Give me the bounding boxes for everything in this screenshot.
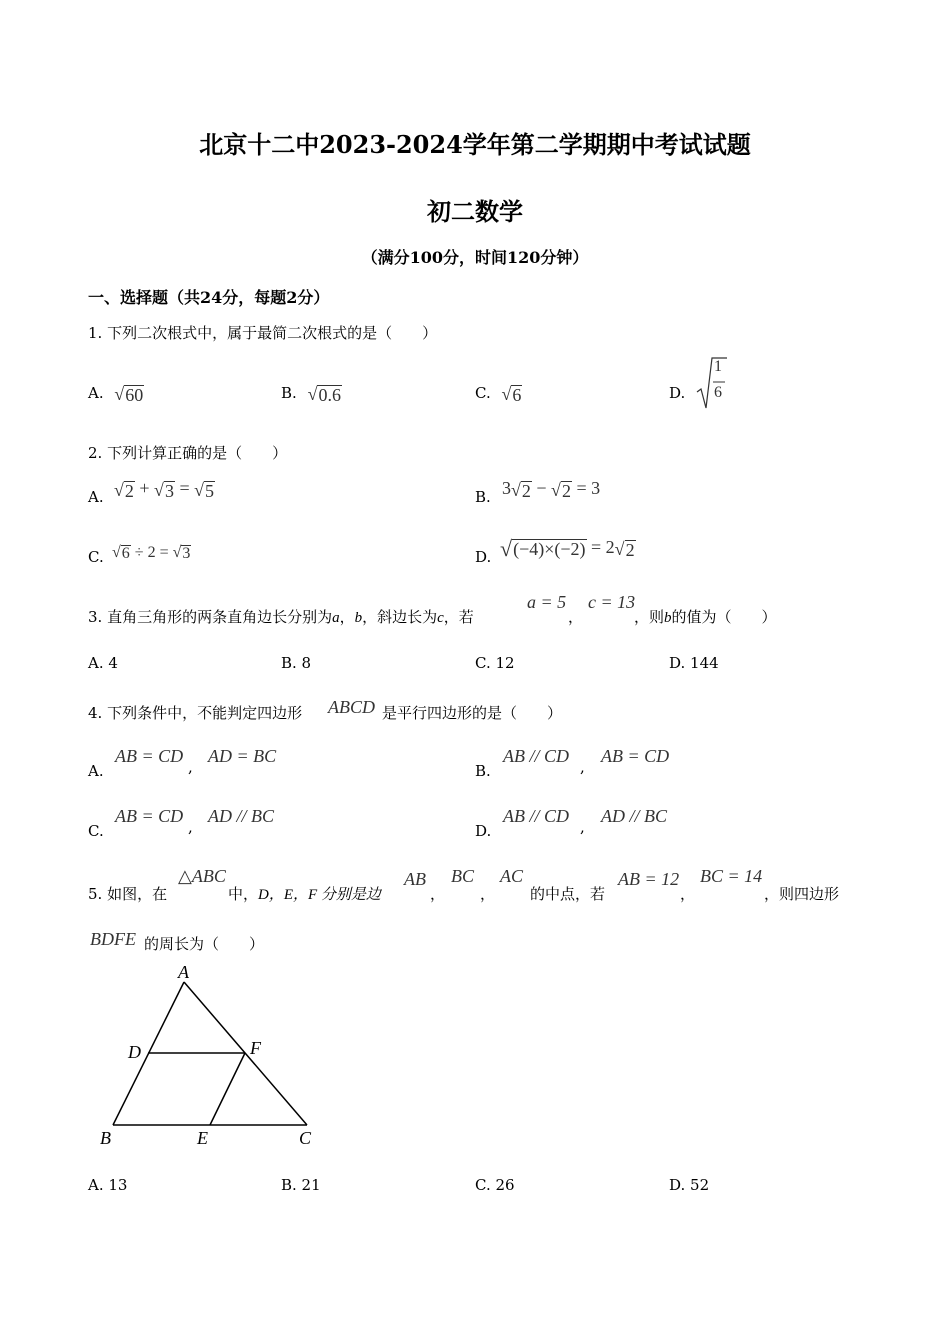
radical: √3 [154, 480, 174, 501]
radical: √5 [194, 480, 214, 501]
q4-stem-start: 4. 下列条件中，不能判定四边形 [88, 704, 303, 722]
q4-option-c-label: C. [88, 822, 104, 840]
q3-option-c: C. 12 [475, 654, 515, 672]
vertex-label-b: B [100, 1128, 111, 1148]
sqrt-icon [696, 356, 728, 410]
q4-d-math-2: AD // BC [601, 806, 667, 826]
sqrt-icon: √ [114, 384, 125, 405]
q4-option-b-label: B. [475, 762, 491, 780]
radicand: 6 [512, 384, 522, 405]
q5-math-ab: AB [404, 869, 426, 889]
q2-a-expression: √2 + √3 = √5 [114, 478, 214, 501]
q1-d-radical [696, 356, 728, 410]
q4-d-separator: , [580, 818, 585, 836]
vertex-label-d: D [128, 1042, 141, 1062]
q3-stem: 3. 直角三角形的两条直角边长分别为a，b，斜边长为c，若 [88, 608, 474, 626]
q5-math-bc14: BC = 14 [700, 866, 763, 886]
fraction-numerator: 1 [714, 358, 723, 375]
sqrt-icon: √ [112, 544, 121, 562]
q3-stem-end: ，则b的值为（ ） [634, 608, 777, 626]
q1-stem: 1. 下列二次根式中，属于最简二次根式的是（ ） [88, 324, 438, 342]
sqrt-icon: √ [501, 384, 512, 405]
q1-c-radical [502, 383, 523, 405]
triangle-figure [90, 960, 330, 1155]
sqrt-icon: √ [307, 384, 318, 405]
q3-separator: ， [568, 608, 584, 626]
q1-a-radical [114, 383, 144, 405]
q1-option-a [88, 383, 144, 405]
radical: √2 [511, 480, 531, 501]
q5-stem-start: 5. 如图，在 [88, 885, 168, 903]
option-label: A. [88, 384, 104, 403]
q2-b-expression: 3√2 − √2 = 3 [502, 478, 601, 501]
sqrt-icon: √ [154, 480, 164, 501]
q5-stem-3: 的中点，若 [530, 885, 606, 903]
q2-option-d [475, 548, 491, 566]
q3-option-a: A. 4 [88, 654, 118, 672]
sqrt-icon: √ [500, 536, 513, 561]
q4-option-d-label: D. [475, 822, 492, 840]
radical: √2 [551, 480, 571, 501]
q5-stem-4: ，则四边形 [764, 885, 840, 903]
q1-option-d [669, 356, 728, 410]
q4-b-math-2: AB = CD [601, 746, 670, 766]
exam-info: （满分100分，时间120分钟） [361, 248, 589, 267]
q1-option-c [475, 383, 522, 405]
option-label: B. [281, 384, 297, 403]
q2-stem: 2. 下列计算正确的是（ ） [88, 444, 288, 462]
q5-math-triangle: △ABC [178, 866, 226, 886]
vertex-label-c: C [299, 1128, 312, 1148]
section-heading: 一、选择题（共24分，每题2分） [88, 288, 330, 307]
q4-c-math-1: AB = CD [115, 806, 184, 826]
q2-option-c [88, 548, 104, 566]
radical: √3 [172, 544, 191, 562]
sqrt-icon: √ [614, 539, 625, 560]
q4-a-math-2: AD = BC [208, 746, 277, 766]
q5-math-bdfe: BDFE [90, 929, 136, 949]
radicand: 60 [125, 384, 144, 405]
option-label: D. [669, 384, 686, 402]
q4-option-a-label: A. [88, 762, 104, 780]
option-label: C. [475, 384, 491, 403]
radicand: 0.6 [318, 384, 341, 405]
q3-option-b: B. 8 [281, 654, 312, 672]
q4-stem-end: 是平行四边形的是（ ） [382, 704, 563, 722]
q4-a-math-1: AB = CD [115, 746, 184, 766]
option-label: C. [88, 548, 104, 566]
sqrt-icon: √ [551, 480, 561, 501]
q2-option-a [88, 488, 104, 506]
radical: √2 [614, 539, 635, 560]
q2-d-expression: √(−4)×(−2) = 2√2 [500, 536, 635, 561]
q4-a-separator: , [188, 758, 193, 776]
q5-sep-2: ， [480, 885, 496, 903]
q3-option-d: D. 144 [669, 654, 719, 672]
q5-option-c: C. 26 [475, 1176, 515, 1194]
q2-c-expression: √6 ÷ 2 = √3 [112, 544, 191, 562]
sqrt-icon: √ [114, 480, 124, 501]
q5-math-ab12: AB = 12 [618, 869, 680, 889]
radical: √6 [112, 544, 130, 562]
exam-subject: 初二数学 [427, 197, 523, 226]
vertex-label-f: F [250, 1038, 261, 1058]
q4-d-math-1: AB // CD [503, 806, 569, 826]
sqrt-icon: √ [194, 480, 204, 501]
radical: √(−4)×(−2) [500, 536, 586, 561]
segment-fe [210, 1053, 245, 1125]
q5-sep-1: ， [430, 885, 446, 903]
q4-math-abcd: ABCD [328, 697, 375, 717]
exam-title: 北京十二中2023-2024学年第二学期期中考试试题 [199, 130, 751, 159]
option-label: D. [475, 548, 492, 566]
vertex-label-a: A [178, 962, 189, 982]
option-label: A. [88, 488, 104, 506]
q1-option-b [281, 383, 342, 405]
q5-option-a: A. 13 [88, 1176, 128, 1194]
q5-math-ac: AC [500, 866, 524, 886]
q5-option-d: D. 52 [669, 1176, 710, 1194]
q5-sep-3: ， [680, 885, 696, 903]
option-label: B. [475, 488, 491, 506]
q2-option-b [475, 488, 491, 506]
q5-stem-2: 中，D，E，F 分别是边 [228, 885, 381, 903]
q5-option-b: B. 21 [281, 1176, 321, 1194]
q5-stem-end: 的周长为（ ） [144, 935, 265, 953]
q3-math-c: c = 13 [588, 592, 636, 612]
vertex-label-e: E [197, 1128, 208, 1148]
q1-b-radical [308, 383, 342, 405]
fraction-denominator: 6 [714, 384, 723, 401]
q4-c-separator: , [188, 818, 193, 836]
radical: √2 [114, 480, 134, 501]
q4-b-separator: , [580, 758, 585, 776]
q5-math-bc: BC [451, 866, 475, 886]
q3-math-a: a = 5 [527, 592, 567, 612]
sqrt-icon: √ [172, 544, 182, 562]
q4-c-math-2: AD // BC [208, 806, 274, 826]
sqrt-icon: √ [511, 480, 521, 501]
q4-b-math-1: AB // CD [503, 746, 569, 766]
